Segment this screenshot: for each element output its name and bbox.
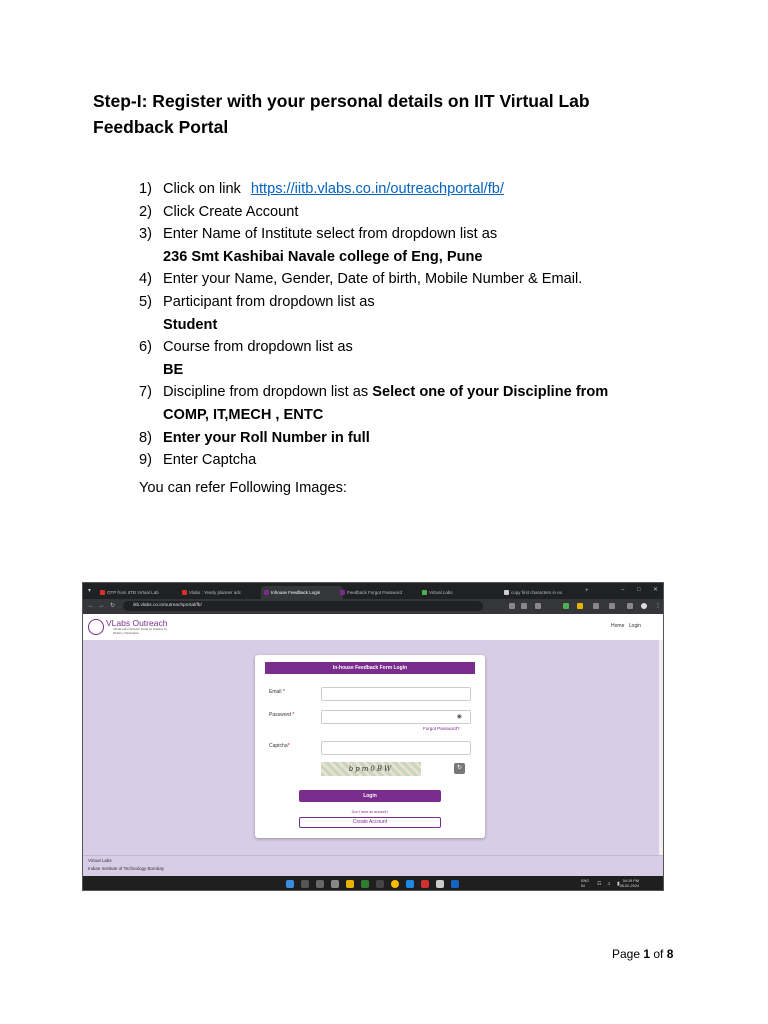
step-text: Discipline from dropdown list as xyxy=(163,384,373,401)
login-card xyxy=(255,655,485,838)
email-input[interactable] xyxy=(321,687,471,701)
windows-taskbar xyxy=(83,876,663,891)
refresh-captcha-icon[interactable]: ↻ xyxy=(454,763,465,774)
step-1 xyxy=(139,178,699,201)
menu-icon[interactable]: ⋮ xyxy=(655,603,661,609)
wifi-icon[interactable]: ☶ xyxy=(597,881,602,887)
portal-screenshot xyxy=(82,582,664,891)
word-icon[interactable] xyxy=(406,880,414,888)
step-5 xyxy=(139,291,699,314)
step-6-value: BE xyxy=(163,361,184,378)
browser-tab[interactable]: Vlabs : Yearly planner adc xyxy=(179,586,267,599)
search-icon[interactable] xyxy=(301,880,309,888)
step-number: 5) xyxy=(139,293,152,310)
step-number: 4) xyxy=(139,271,152,288)
browser-tab-bar xyxy=(83,583,663,599)
step-7 xyxy=(139,381,699,404)
step-8 xyxy=(139,427,699,450)
page-total: 8 xyxy=(666,947,674,961)
app-icon[interactable] xyxy=(376,880,384,888)
vlabs-logo-icon xyxy=(88,619,104,635)
step-7-value: COMP, IT,MECH , ENTC xyxy=(163,406,324,423)
step-text: Participant from dropdown list as xyxy=(163,293,375,310)
eye-icon[interactable]: ◉ xyxy=(456,714,462,720)
step-text: Click Create Account xyxy=(163,203,299,220)
app-icon[interactable] xyxy=(361,880,369,888)
login-form-title: In-house Feedback Form Login xyxy=(265,662,475,674)
footer-line: Virtual Labs xyxy=(88,858,112,863)
file-explorer-icon[interactable] xyxy=(346,880,354,888)
browser-tab[interactable]: Virtual Labs xyxy=(419,586,507,599)
minimize-icon[interactable]: – xyxy=(621,587,625,593)
battery-icon[interactable]: ▮ xyxy=(617,881,620,887)
site-header xyxy=(83,614,663,640)
start-icon[interactable] xyxy=(286,880,294,888)
step-number: 9) xyxy=(139,452,152,469)
site-icon xyxy=(340,590,345,595)
page-scrollbar[interactable] xyxy=(659,640,663,860)
step-text: Click on link xyxy=(163,181,241,197)
nav-login[interactable]: Login xyxy=(628,623,641,629)
step-3 xyxy=(139,223,699,246)
browser-tab[interactable]: Feedback Forgot Password xyxy=(337,586,425,599)
gmail-icon xyxy=(100,590,105,595)
captcha-label: Captcha* xyxy=(269,743,290,749)
back-icon[interactable]: ← xyxy=(88,603,94,609)
widgets-icon[interactable] xyxy=(331,880,339,888)
step-4 xyxy=(139,268,699,291)
gmail-icon xyxy=(182,590,187,595)
step-number: 8) xyxy=(139,429,152,446)
forgot-password-link[interactable]: Forgot Password? xyxy=(423,726,460,731)
site-icon xyxy=(422,590,427,595)
page-heading: Step-I: Register with your personal details on IIT Virtual Lab Feedback Portal xyxy=(93,91,590,137)
password-input[interactable] xyxy=(321,710,471,724)
step-9 xyxy=(139,449,699,472)
extension-icon[interactable] xyxy=(593,603,599,609)
create-account-button[interactable]: Create Account xyxy=(299,817,441,828)
page-footer: Page 1 of 8 xyxy=(612,947,674,961)
refer-text: You can refer Following Images: xyxy=(139,480,347,496)
chrome-icon[interactable] xyxy=(391,880,399,888)
step-text: Enter your Roll Number in full xyxy=(163,429,370,446)
maximize-icon[interactable]: □ xyxy=(637,587,641,593)
app-icon[interactable] xyxy=(436,880,444,888)
step-text: Enter Name of Institute select from dropdown list as xyxy=(163,226,498,243)
step-text: Course from dropdown list as xyxy=(163,339,353,356)
extension-icon[interactable] xyxy=(563,603,569,609)
star-icon[interactable] xyxy=(535,603,541,609)
steps-list xyxy=(139,178,699,472)
site-icon xyxy=(264,590,269,595)
nav-home[interactable]: Home xyxy=(611,623,625,629)
site-logo-text: VLabs Outreach xyxy=(106,618,168,628)
captcha-input[interactable] xyxy=(321,741,471,755)
download-icon[interactable] xyxy=(609,603,615,609)
step-number: 1) xyxy=(139,181,152,197)
url-input[interactable]: iitb.vlabs.co.in/outreachportal/fb/ xyxy=(123,601,483,611)
sidebar-icon[interactable] xyxy=(627,603,633,609)
language-indicator[interactable]: ENG IN xyxy=(581,879,590,888)
email-label: Email * xyxy=(269,689,285,695)
step-number: 3) xyxy=(139,226,152,243)
reload-icon[interactable]: ↻ xyxy=(110,603,116,609)
step-6 xyxy=(139,336,699,359)
portal-link[interactable]: https://iitb.vlabs.co.in/outreachportal/fb/ xyxy=(250,181,504,197)
step-text-bold: Select one of your Discipline from xyxy=(372,384,609,401)
tab-menu-icon: ▾ xyxy=(88,588,92,594)
clock[interactable]: 04:19 PM 28-02-2024 xyxy=(619,879,639,888)
task-view-icon[interactable] xyxy=(316,880,324,888)
step-number: 6) xyxy=(139,339,152,356)
page-number: 1 xyxy=(643,947,651,961)
share-icon[interactable] xyxy=(521,603,527,609)
browser-tab-active[interactable]: Inhouse Feedback Login xyxy=(261,586,343,599)
step-2 xyxy=(139,201,699,224)
volume-icon[interactable]: ♫ xyxy=(607,881,611,887)
forward-icon[interactable]: → xyxy=(98,603,104,609)
browser-tab[interactable]: copy first characters in ex xyxy=(501,586,589,599)
step-3-value: 236 Smt Kashibai Navale college of Eng, Pune xyxy=(163,248,483,265)
pdf-icon[interactable] xyxy=(421,880,429,888)
step-number: 2) xyxy=(139,203,152,220)
browser-tab[interactable]: OTP from IITB Virtual Lab xyxy=(97,586,185,599)
extension-icon[interactable] xyxy=(509,603,515,609)
step-number: 7) xyxy=(139,384,152,401)
new-tab-icon[interactable]: + xyxy=(585,588,589,594)
password-label: Password * xyxy=(269,712,295,718)
site-nav xyxy=(611,623,641,629)
step-text: Enter Captcha xyxy=(163,452,257,469)
login-button[interactable]: Login xyxy=(299,790,441,802)
footer-line: Indian Institute of Technology Bombay xyxy=(88,866,164,871)
step-text: Enter your Name, Gender, Date of birth, Mobile Number & Email. xyxy=(163,271,583,288)
site-footer xyxy=(83,855,663,878)
no-account-text: Don't have an account? xyxy=(351,810,389,814)
profile-icon[interactable] xyxy=(641,603,647,609)
extension-icon[interactable] xyxy=(577,603,583,609)
app-icon[interactable] xyxy=(451,880,459,888)
browser-address-bar xyxy=(83,599,663,614)
step-5-value: Student xyxy=(163,316,218,333)
site-logo-subtitle: Virtual Labs Outreach Portal An Initiative by Ministry of Education xyxy=(113,627,167,635)
site-icon xyxy=(504,590,509,595)
captcha-image: bpm0BW xyxy=(321,762,421,776)
close-icon[interactable]: ✕ xyxy=(653,587,659,593)
